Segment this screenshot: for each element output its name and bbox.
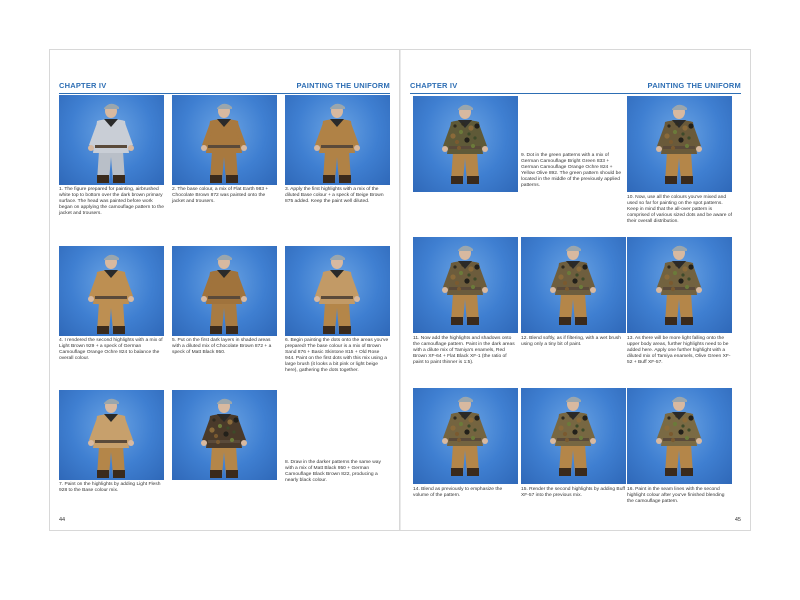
figure-silhouette (521, 388, 626, 478)
step-caption: 12. Blend softly, as if filtering, with a wet brush using only a tiny bit of paint. (521, 336, 621, 348)
step-caption: 11. Now add the highlights and shadows onto the camouflage pattern. Paint in the dark areas with a dilute mix of Tamiya's enamels, Red Brown XF-64 + Flat Black XF-1 (the ratio of paint to paint thinner is 1:5). (413, 336, 515, 366)
step-caption: 8. Draw in the darker patterns the same way with a mix of Matt Black 950 + German Camouflage Black Brown 822, producing a nearly black colour. (285, 460, 381, 484)
figure-silhouette (627, 237, 732, 327)
step-caption: 13. As there will be more light falling onto the upper body areas, further highlights need to be added here. Apply one further highlight with a diluted mix of Tamiya enamels, Olive Green XF-52 + Buff XF-57. (627, 336, 731, 366)
step-caption: 4. I rendered the second highlights with a mix of Light Brown 929 + a speck of German Camouflage Orange Ochre 824 to balance the overall colour. (59, 338, 163, 362)
figure-silhouette (172, 246, 277, 336)
figure-silhouette (59, 246, 164, 336)
figure-photo (285, 246, 390, 336)
chapter-label: CHAPTER IV (59, 81, 107, 90)
step-caption: 9. Dot in the green patterns with a mix of German Camouflage Bright Green 833 + German Camouflage Orange Ochre 824 + Yellow Olive 892. The green pattern should be located in the middle of the previously applied patterns. (521, 153, 622, 189)
figure-silhouette (627, 388, 732, 478)
figure-silhouette (413, 237, 518, 327)
step-caption: 7. Paint on the highlights by adding Light Flesh 928 to the Base colour mix. (59, 482, 161, 494)
step-caption: 10. Now, use all the colours you've mixed and used so far for painting on the spot patterns. Keep in mind that the all-over pattern is comprised of various sized dots and be aware of their overall distribution. (627, 195, 732, 225)
chapter-label: CHAPTER IV (410, 81, 458, 90)
figure-photo (172, 246, 277, 336)
step-caption: 15. Render the second highlights by adding Buff XF-57 into the previous mix. (521, 487, 626, 499)
step-caption: 14. Blend as previously to emphasize the volume of the pattern. (413, 487, 503, 499)
step-caption: 2. The base colour, a mix of Flat Earth 983 + Chocolate Brown 872 was painted onto the jacket and trousers. (172, 187, 269, 205)
figure-photo (413, 96, 518, 192)
figure-photo (627, 96, 732, 192)
figure-photo (521, 237, 626, 333)
page-header (410, 81, 741, 93)
figure-photo (59, 390, 164, 480)
right-page (401, 50, 750, 530)
header-rule (410, 93, 741, 94)
figure-photo (172, 390, 277, 480)
figure-silhouette (413, 96, 518, 186)
figure-silhouette (59, 390, 164, 480)
section-title: PAINTING THE UNIFORM (296, 81, 390, 90)
page-header (59, 81, 390, 93)
figure-silhouette (285, 246, 390, 336)
figure-photo (627, 388, 732, 484)
section-title: PAINTING THE UNIFORM (647, 81, 741, 90)
step-caption: 16. Paint in the seam lines with the second highlight colour after you've finished blending the camouflage pattern. (627, 487, 725, 505)
figure-silhouette (172, 95, 277, 185)
figure-silhouette (285, 95, 390, 185)
page-number: 45 (734, 517, 741, 523)
figure-photo (285, 95, 390, 185)
figure-photo (59, 246, 164, 336)
figure-photo (521, 388, 626, 484)
header-rule (59, 93, 390, 94)
left-page (50, 50, 399, 530)
step-caption: 1. The figure prepared for painting, airbrushed white top to bottom over the dark brown primary surface. The head was painted before work began on applying the camouflage pattern to the jacket and trousers. (59, 187, 164, 217)
figure-photo (172, 95, 277, 185)
figure-photo (59, 95, 164, 185)
step-caption: 5. Put on the first dark layers in shaded areas with a diluted mix of Chocolate Brown 872 + a speck of Matt Black 950. (172, 338, 272, 356)
figure-photo (413, 388, 518, 484)
figure-silhouette (59, 95, 164, 185)
figure-silhouette (627, 96, 732, 186)
step-caption: 6. Begin painting the dots onto the areas you've prepared! The base colour is a mix of Brown Sand 876 + Basic Skintone 815 + Old Rose 944. Paint on the first dots with this mix using a large brush (it looks a bit pink or light beige here), gathering the dots together. (285, 338, 389, 374)
figure-photo (413, 237, 518, 333)
figure-silhouette (521, 237, 626, 327)
step-caption: 3. Apply the first highlights with a mix of the diluted Base colour + a speck of Beige Brown 875 added. Keep the paint well diluted. (285, 187, 384, 205)
figure-silhouette (413, 388, 518, 478)
figure-photo (627, 237, 732, 333)
figure-silhouette (172, 390, 277, 480)
page-number: 44 (59, 517, 66, 523)
book-spread (50, 50, 750, 530)
